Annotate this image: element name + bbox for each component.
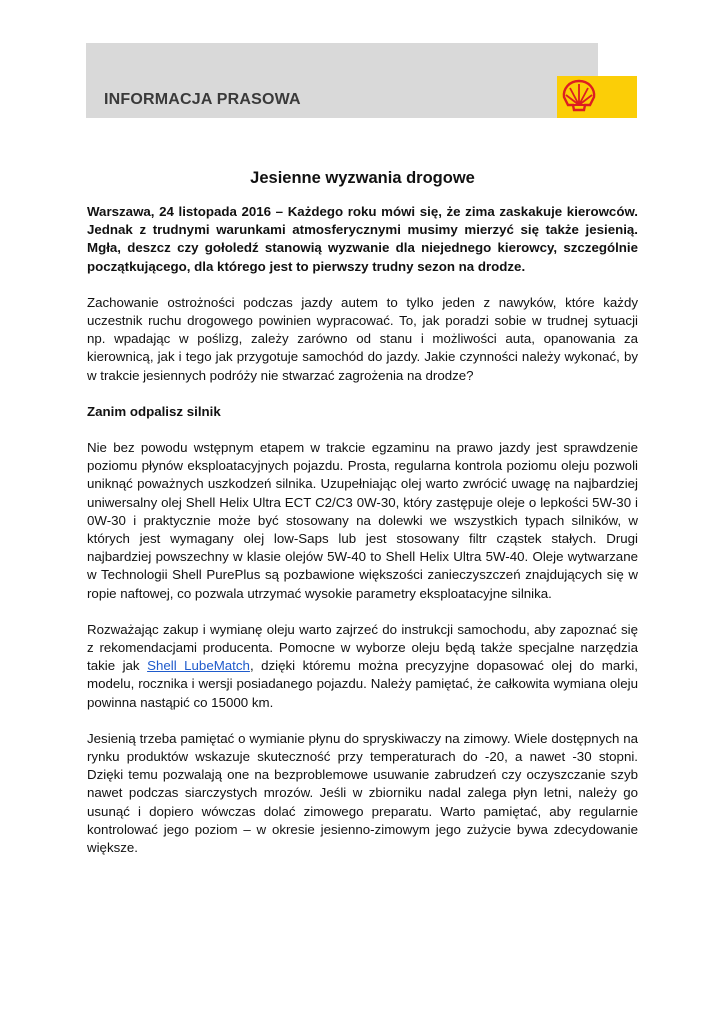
paragraph-2: Nie bez powodu wstępnym etapem w trakcie egzaminu na prawo jazdy jest sprawdzenie poziomu płynów eksploatacyjnych pojazdu. Prosta, regularna kontrola poziomu oleju pozwoli uniknąć poważnych uszkodzeń silnika. Uzupełniając olej warto zwrócić uwagę na najbardziej uniwersalny olej Shell Helix Ultra ECT C2/C3 0W-30, który zastępuje oleje o lepkości 5W-30 i 0W-30 i praktycznie może być stosowany na dolewki we wszystkich typach silników, w których jest wymagany olej low-Saps lub jest stosowany filtr cząstek stałych. Drugi najbardziej powszechny w klasie olejów 5W-40 to Shell Helix Ultra 5W-40. Oleje wytwarzane w Technologii Shell PurePlus są pozbawione większości zanieczyszczeń znajdujących się w ropie naftowej, co pozwala utrzymać wysokie parametry eksploatacyjne silnika.	[87, 440, 638, 601]
lubematch-link[interactable]: Shell LubeMatch	[147, 658, 250, 674]
article-title: Jesienne wyzwania drogowe	[250, 169, 475, 187]
paragraph-4: Jesienią trzeba pamiętać o wymianie płynu do spryskiwaczy na zimowy. Wiele dostępnych na rynku produktów wskazuje skuteczność przy temperaturach do -20, a nawet -30 stopni. Dzięki temu pozwalają one na bezproblemowe usuwanie zabrudzeń czy oczyszczanie szyb nawet podczas siarczystych mrozów. Jeśli w zbiorniku nadal zalega płyn letni, należy go usunąć i dopiero wówczas dolać zimowego preparatu. Warto pamiętać, aby regularnie kontrolować jego poziom – w okresie jesienno-zimowym jego zużycie bywa zdecydowanie większe.	[87, 730, 638, 856]
paragraph-3-text-before: Rozważając zakup i wymianę oleju warto zajrzeć do instrukcji samochodu, aby zapoznać się z rekomendacjami producenta. Pomocne w wyborze oleju będą także specjalne narzędzia takie jak	[87, 621, 638, 674]
paragraph-3	[87, 621, 638, 712]
header-title: INFORMACJA PRASOWA	[104, 91, 301, 108]
paragraph-1: Zachowanie ostrożności podczas jazdy autem to tylko jeden z nawyków, które każdy uczestnik ruchu drogowego powinien wypracować. To, jak poradzi sobie w trudnej sytuacji np. wpadając w poślizg, zależy zarówno od stanu i możliwości auta, opanowania za kierownicą, jak i tego jak przygotuje samochód do jazdy. Jakie czynności należy wykonać, by w trakcie jesiennych podróży nie stwarzać zagrożenia na drodze?	[87, 294, 638, 383]
section-heading: Zanim odpalisz silnik	[87, 403, 221, 419]
lead-paragraph: Warszawa, 24 listopada 2016 – Każdego roku mówi się, że zima zaskakuje kierowców. Jednak z trudnymi warunkami atmosferycznymi musimy mierzyć się także jesienią. Mgła, deszcz czy gołoledź stanowią wyzwanie dla niejednego kierowcy, szczególnie początkującego, dla którego jest to pierwszy trudny sezon na drodze.	[87, 204, 638, 274]
paragraph-3-text-after: , dzięki któremu można precyzyjne dopasować olej do marki, modelu, rocznika i wersji posiadanego pojazdu. Należy pamiętać, że całkowita wymiana oleju powinna nastąpić co 15000 km.	[87, 658, 638, 710]
logo-box	[557, 76, 637, 118]
article	[87, 168, 638, 875]
shell-pecten-icon	[561, 79, 597, 115]
